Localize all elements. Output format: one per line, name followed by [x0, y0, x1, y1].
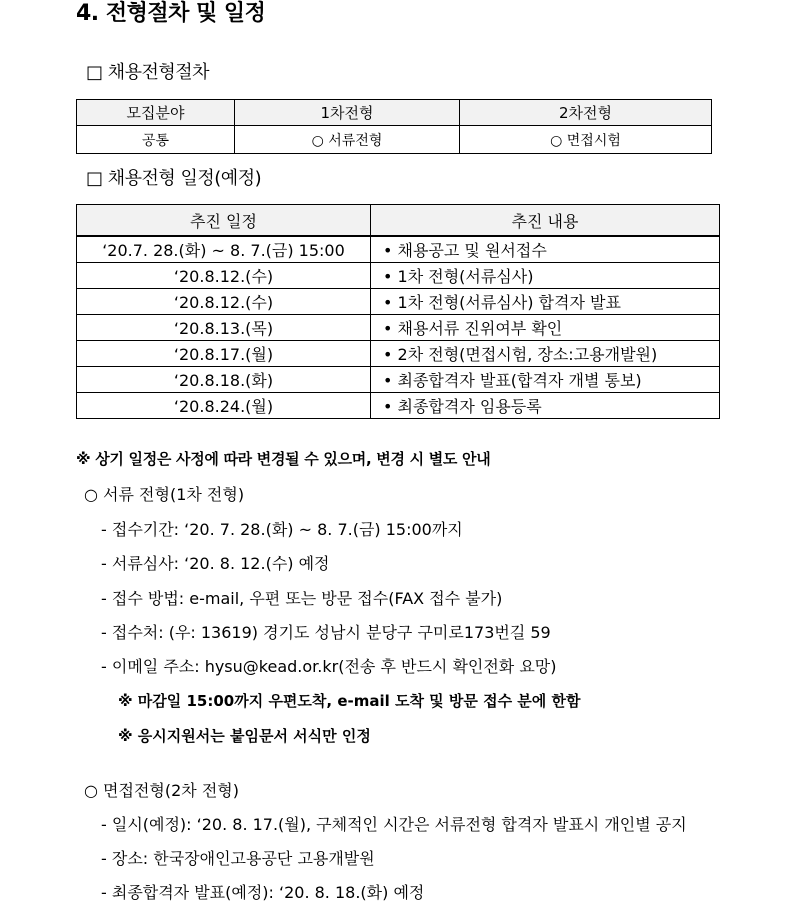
- recruitment-process-title: □ 채용전형절차: [86, 62, 210, 83]
- table-row: [77, 263, 720, 289]
- schedule-date: ‘20.7. 28.(화) ~ 8. 7.(금) 15:00: [77, 236, 371, 263]
- schedule-content: • 채용서류 진위여부 확인: [371, 315, 720, 341]
- schedule-date: ‘20.8.17.(월): [77, 341, 371, 367]
- header-cell: 모집분야: [77, 100, 235, 126]
- table-row: [77, 289, 720, 315]
- schedule-content: • 1차 전형(서류심사): [371, 263, 720, 289]
- table-row: [77, 126, 712, 154]
- schedule-table: [76, 204, 720, 419]
- header-cell: 2차전형: [460, 100, 712, 126]
- schedule-content: • 최종합격자 임용등록: [371, 393, 720, 419]
- list-item: - 최종합격자 발표(예정): ‘20. 8. 18.(화) 예정: [101, 883, 425, 902]
- table-cell: ○ 면접시험: [460, 126, 712, 154]
- recruitment-process-table: [76, 99, 712, 154]
- list-item: - 장소: 한국장애인고용공단 고용개발원: [101, 849, 375, 868]
- list-item: - 서류심사: ‘20. 8. 12.(수) 예정: [101, 554, 330, 573]
- table-row: [77, 315, 720, 341]
- schedule-title: □ 채용전형 일정(예정): [86, 168, 262, 189]
- table-header-row: [77, 100, 712, 126]
- header-cell: 1차전형: [235, 100, 460, 126]
- table-row: [77, 367, 720, 393]
- deadline-note: ※ 마감일 15:00까지 우편도착, e-mail 도착 및 방문 접수 분에 한함: [118, 692, 581, 710]
- schedule-date: ‘20.8.13.(목): [77, 315, 371, 341]
- section-heading: 4. 전형절차 및 일정: [76, 1, 266, 26]
- list-item: - 접수기간: ‘20. 7. 28.(화) ~ 8. 7.(금) 15:00까지: [101, 520, 463, 539]
- schedule-content: • 1차 전형(서류심사) 합격자 발표: [371, 289, 720, 315]
- doc-screening-title: ○ 서류 전형(1차 전형): [84, 485, 245, 504]
- header-cell: 추진 내용: [371, 205, 720, 237]
- table-header-row: [77, 205, 720, 237]
- schedule-change-note: ※ 상기 일정은 사정에 따라 변경될 수 있으며, 변경 시 별도 안내: [76, 450, 491, 468]
- schedule-content: • 2차 전형(면접시험, 장소:고용개발원): [371, 341, 720, 367]
- schedule-content: • 채용공고 및 원서접수: [371, 236, 720, 263]
- interview-title: ○ 면접전형(2차 전형): [84, 781, 239, 800]
- table-row: [77, 236, 720, 263]
- schedule-date: ‘20.8.12.(수): [77, 289, 371, 315]
- schedule-content: • 최종합격자 발표(합격자 개별 통보): [371, 367, 720, 393]
- form-note: ※ 응시지원서는 붙임문서 서식만 인정: [118, 727, 371, 745]
- list-item: - 이메일 주소: hysu@kead.or.kr(전송 후 반드시 확인전화 요망): [101, 657, 557, 676]
- schedule-date: ‘20.8.24.(월): [77, 393, 371, 419]
- schedule-date: ‘20.8.12.(수): [77, 263, 371, 289]
- table-row: [77, 393, 720, 419]
- table-row: [77, 341, 720, 367]
- header-cell: 추진 일정: [77, 205, 371, 237]
- table-cell: 공통: [77, 126, 235, 154]
- schedule-date: ‘20.8.18.(화): [77, 367, 371, 393]
- list-item: - 일시(예정): ‘20. 8. 17.(월), 구체적인 시간은 서류전형 합격자 발표시 개인별 공지: [101, 815, 687, 834]
- list-item: - 접수처: (우: 13619) 경기도 성남시 분당구 구미로173번길 59: [101, 623, 551, 642]
- table-cell: ○ 서류전형: [235, 126, 460, 154]
- list-item: - 접수 방법: e-mail, 우편 또는 방문 접수(FAX 접수 불가): [101, 589, 503, 608]
